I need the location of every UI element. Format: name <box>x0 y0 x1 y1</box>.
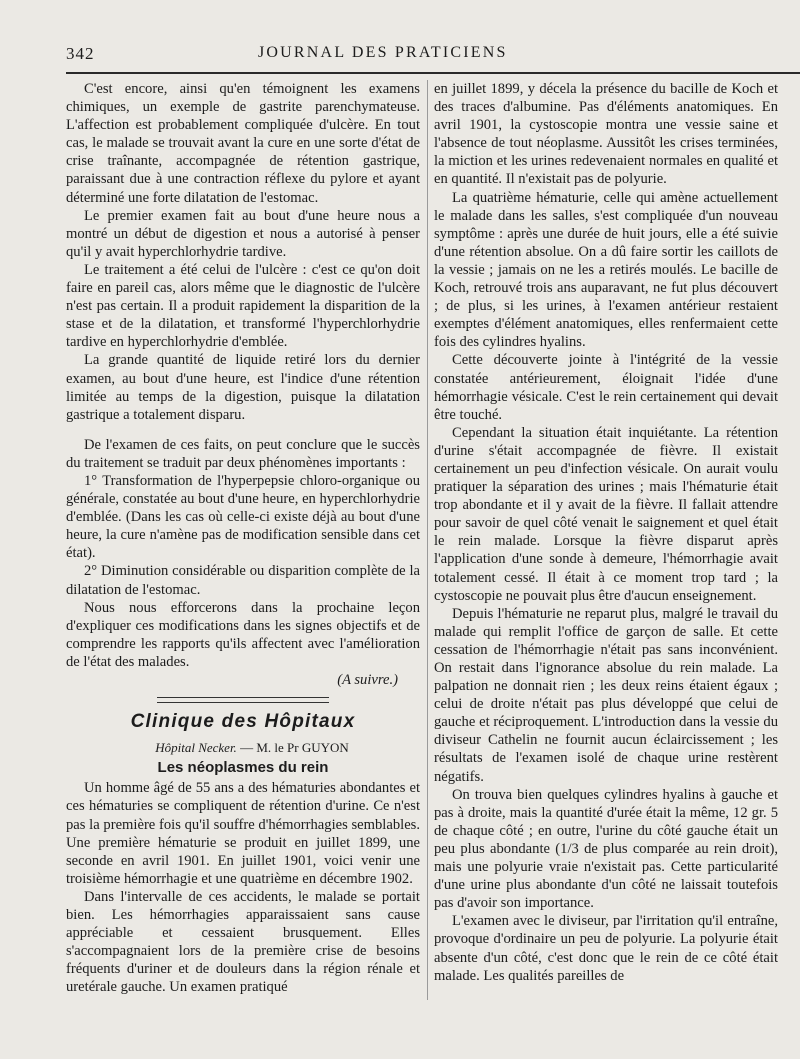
paragraph: La quatrième hématurie, celle qui amène actuellement le malade dans les salles, s'est compliquée d'un nouveau symptôme : après une durée de huit jours, elle a été suivie d'une rétention absolue. On a dû faire sortir les caillots de la vessie ; jamais on ne les a retirés moulés. Le bacille de Koch, retrouvé trois ans auparavant, ne fut plus découvert ; de plus, si les urines, à l'examen antérieur restaient exemptes d'élément anatomiques, elles renfermaient cette fois des cylindres hyalins. <box>434 189 778 351</box>
header-rule <box>66 72 800 74</box>
paragraph: Cependant la situation était inquiétante. La rétention d'urine s'était accompagnée de fièvre. Il existait certainement un peu d'infection vésicale. On aurait voulu pratiquer la séparation des urines ; mais l'hématurie était trop abondante et il y avait de la fièvre. Il fallait attendre pour savoir de quel côté venait le saignement et quel était le rein malade. Lorsque la fièvre disparut après l'application d'une sonde à demeure, l'hémorrhagie avait totalement cessé. Il était à ce moment trop tard ; la cystoscopie ne pouvait plus être d'aucun enseignement. <box>434 424 778 604</box>
paragraph: Cette découverte jointe à l'intégrité de la vessie constatée antérieurement, éloignait l'idée d'une hémorrhagie vésicale. C'est le rein certainement qui devait être touché. <box>434 352 778 423</box>
right-column <box>434 80 778 985</box>
page-header <box>0 44 800 68</box>
paragraph: C'est encore, ainsi qu'en témoignent les examens chimiques, un exemple de gastrite parenchymateuse. L'affection est probablement compliquée d'ulcère. En tout cas, le malade se trouvait avant la cure en une sorte d'état de crise traînante, accompagnée de rétention gastrique, paraissant due à une contraction réflexe du pylore et ayant déterminé une forte dilatation de l'estomac. <box>66 81 420 206</box>
to-be-continued: (A suivre.) <box>337 672 398 688</box>
paragraph: Le premier examen fait au bout d'une heure nous a montré un début de digestion et nous a autorisé à penser qu'il y avait hyperchlorhydrie tardive. <box>66 207 420 260</box>
column-separator <box>427 80 428 1000</box>
page-number: 342 <box>66 44 95 63</box>
hospital-name: Hôpital Necker. <box>155 740 237 756</box>
paragraph: Nous nous efforcerons dans la prochaine leçon d'expliquer ces modifications dans les signes objectifs et de comprendre les rapports qu'ils affectent avec l'amélioration de l'état des malades. <box>66 599 420 670</box>
section-divider <box>157 697 329 703</box>
paragraph: 2° Diminution considérable ou disparition complète de la dilatation de l'estomac. <box>66 563 420 598</box>
paragraph: en juillet 1899, y décela la présence du bacille de Koch et des traces d'albumine. Pas d'éléments anatomiques. En avril 1901, la cystoscopie montra une vessie saine et l'absence de tout néoplasme. Aussitôt les crises terminées, la miction et les urines redevenaient normales en qualité et en quantité. Il n'existait pas de polyurie. <box>434 81 778 188</box>
hospital-author: — M. le Pr GUYON <box>236 740 349 756</box>
paragraph: La grande quantité de liquide retiré lors du dernier examen, au bout d'une heure, est l'indice d'une rétention limitée au temps de la digestion, puisque la dilatation gastrique a totalement disparu. <box>66 352 420 423</box>
paragraph: Dans l'intervalle de ces accidents, le malade se portait bien. Les hémorrhagies apparaissaient sans cause appréciable et cessaient brusquement. Elles s'accompagnaient lors de la première crise de besoins fréquents d'uriner et de douleurs dans la région rénale et uretérale gauche. Un examen pratiqué <box>66 888 420 996</box>
paragraph: 1° Transformation de l'hyperpepsie chloro-organique ou générale, constatée au bout d'une heure, en hyperchlorhydrie d'emblée. (Dans les cas où celle-ci existe déjà au bout d'une heure, la cure n'amène pas de modification sensible dans cet état). <box>66 472 420 562</box>
paragraph: On trouva bien quelques cylindres hyalins à gauche et pas à droite, mais la quantité d'urée était la même, 12 gr. 5 de chaque côté ; en outre, l'urine du côté gauche était un peu plus abondante (1/3 de plus comparée au rein droit), mais une polyurie vraie n'existait pas. Cette particularité d'une urine plus abondante d'un côté ne laissait toutefois pas d'avoir son importance. <box>434 786 778 912</box>
paragraph: Depuis l'hématurie ne reparut plus, malgré le travail du malade qui remplit l'office de garçon de salle. Et cette cessation de l'hémorrhagie n'était pas sans inconvénient. On restait dans l'ignorance absolue du rein malade. La palpation ne donnait rien ; les deux reins étaient égaux ; celui de droite n'était pas plus développé que celui de gauche et réciproquement. L'introduction dans la vessie du diviseur Cathelin ne fournit aucun éclaircissement ; les résultats de l'examen isolé de chaque urine restèrent négatifs. <box>434 605 778 785</box>
paragraph-gap <box>66 424 420 436</box>
left-column <box>66 80 420 997</box>
paragraph: L'examen avec le diviseur, par l'irritation qu'il entraîne, provoque d'ordinaire un peu de polyurie. La polyurie était absente d'un côté, c'est donc que le rein de ce côté était malade. Les qualités pareilles de <box>434 913 778 984</box>
hospital-byline <box>66 739 420 757</box>
article-title: Les néoplasmes du rein <box>157 759 329 777</box>
paragraph: Un homme âgé de 55 ans a des hématuries abondantes et ces hématuries se compliquent de rétention d'urine. Ce n'est pas la première fois qu'il souffre d'hémorrhagies semblables. Une première hématurie se produit en juillet 1899, une seconde en avril 1901. En juillet 1901, voici venir une troisième hémorrhagie et une quatrième en décembre 1902. <box>66 780 420 887</box>
paragraph: Le traitement a été celui de l'ulcère : c'est ce qu'on doit faire en pareil cas, alors même que le diagnostic de l'ulcère n'est pas certain. Il a produit rapidement la disparition de la stase et de la dilatation, et transformé l'hyperchlorhydrie tardive en hyperchlorhydrie d'emblée. <box>66 261 420 351</box>
paragraph: De l'examen de ces faits, on peut conclure que le succès du traitement se traduit par deux phénomènes importants : <box>66 436 420 471</box>
section-title: Clinique des Hôpitaux <box>130 711 356 733</box>
journal-title: JOURNAL DES PRATICIENS <box>258 44 508 61</box>
